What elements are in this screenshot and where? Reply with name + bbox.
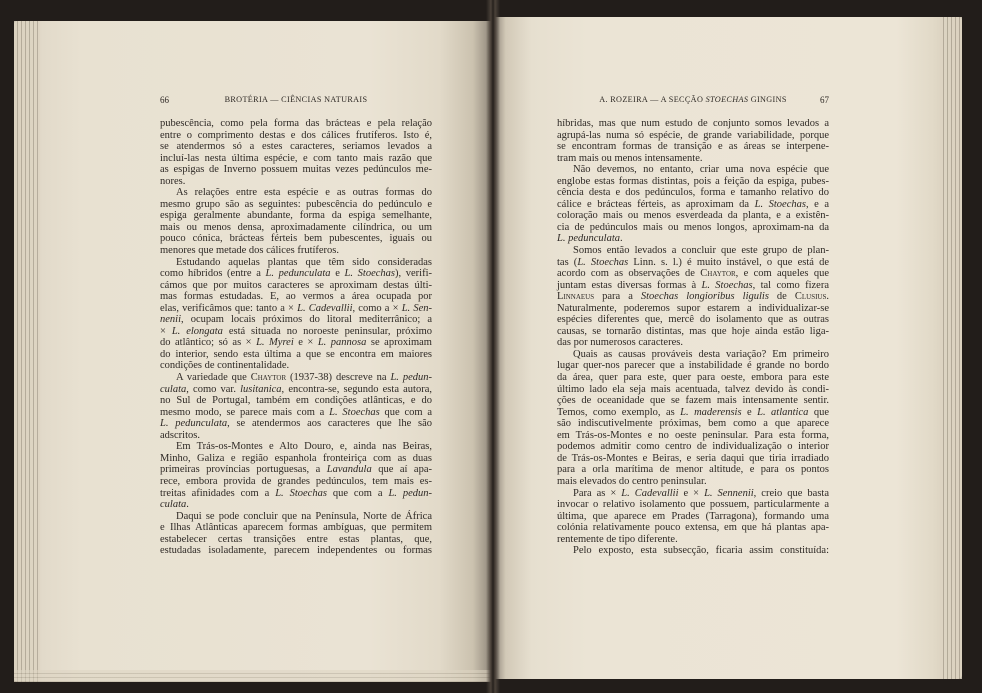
italic-text: L. elongata (171, 325, 223, 337)
text-line (160, 534, 432, 546)
text-run: coloração mais ou menos esverdeada da planta, e a existên- (557, 210, 829, 222)
text-line (160, 407, 432, 419)
text-run: cámos que por muitos caracteres se aproximam destas últi- (160, 279, 432, 291)
text-line (557, 176, 829, 188)
text-run: nores. (160, 175, 186, 187)
text-run: e Ilhas Atlânticas aparecem formas ambíguas, que permitem (160, 522, 432, 534)
italic-text: L. Cadevallii (621, 487, 679, 499)
text-run: , como var. (186, 383, 241, 395)
right-page-body (557, 118, 829, 557)
text-line (557, 384, 829, 396)
text-run: se encontram formas de transição e as áreas se interpene- (557, 141, 829, 153)
text-line (160, 372, 432, 384)
text-line (160, 199, 432, 211)
italic-text: L. pedunculata (265, 268, 331, 280)
text-run: primeiras províncias portuguesas, a (160, 464, 327, 476)
text-line (160, 280, 432, 292)
text-line (160, 118, 432, 130)
italic-text: L. Sennenii (704, 487, 754, 499)
text-line (557, 268, 829, 280)
text-run: cia de pedúnculos mais ou menos longos, aproximam-na da (557, 221, 829, 233)
text-run: , ocupam locais próximos do litoral mediterrânico; a (181, 314, 432, 326)
text-run: Estudando aquelas plantas que têm sido consideradas (176, 256, 432, 268)
text-run: híbridas, mas que num estudo de conjunto somos levados a (557, 118, 829, 129)
text-run: e × (678, 487, 705, 499)
text-run: ções de oceanidade que se fazem mais intensamente sentir. (557, 395, 829, 407)
page-edge-stack (14, 21, 40, 682)
text-run: agrupá-las numa só espécie, de grande variabilidade, porque (557, 129, 829, 141)
text-run: Em Trás-os-Montes e Alto Douro, e, ainda nas Beiras, (176, 441, 432, 453)
italic-text: nenii (160, 314, 181, 326)
text-line (160, 511, 432, 523)
text-run: se atendermos só a estes caracteres, seriamos levados a (160, 141, 432, 153)
text-run: , tal como fizera (752, 279, 830, 291)
text-run: e × (293, 337, 318, 349)
text-run: invocar o relativo isolamento que possuem, particularmente a (557, 499, 829, 511)
text-run: condições de continentalidade. (160, 360, 290, 372)
text-line (160, 499, 432, 511)
italic-text: L. Cadevallii (297, 302, 353, 314)
text-run: que com a (379, 406, 433, 418)
text-line (160, 476, 432, 488)
text-line (557, 164, 829, 176)
paragraph (557, 118, 829, 164)
book-gutter (486, 0, 500, 693)
text-line (160, 453, 432, 465)
text-line (557, 326, 829, 338)
paragraph (557, 349, 829, 488)
paragraph (160, 441, 432, 510)
right-running-head (557, 94, 829, 106)
page-edge-stack (940, 17, 962, 679)
text-line (160, 303, 432, 315)
italic-text: L. pedun- (390, 372, 432, 384)
text-line (557, 245, 829, 257)
text-line (557, 464, 829, 476)
text-line (160, 430, 432, 442)
paragraph (557, 488, 829, 546)
text-line (557, 303, 829, 315)
text-line (160, 268, 432, 280)
text-line (557, 257, 829, 269)
small-caps-text: Chaytor (700, 268, 736, 280)
text-run: incluí-las nesta última espécie, e com tanto mais razão que (160, 152, 432, 164)
italic-text: L. Stoechas (275, 487, 327, 499)
text-run: e (741, 406, 758, 418)
right-page-number: 67 (820, 95, 829, 105)
text-run: Pelo exposto, esta subsecção, ficaria assim constituída: (573, 545, 829, 557)
text-run: última, que aparece em Prades (Tarragona), formando uma (557, 510, 829, 522)
italic-text: L. Myrei (256, 337, 294, 349)
text-line (557, 545, 829, 557)
text-run: está situada no noroeste peninsular, próximo (222, 325, 432, 337)
text-run: (1937-38) descreve na (286, 372, 391, 384)
text-line (160, 545, 432, 557)
text-run: podemos admitir como centro de individualização o interior (557, 441, 829, 453)
text-run: cálice e brácteas férteis, as aproximam da (557, 198, 755, 210)
text-line (160, 222, 432, 234)
italic-text: L. Stoechas (344, 268, 395, 280)
small-caps-text: Clusius (794, 291, 827, 303)
text-run: englobe estas formas distintas, pois a feição da espiga, pubes- (557, 175, 829, 187)
text-line (557, 233, 829, 245)
text-line (160, 164, 432, 176)
text-run: do interior, sendo esta última a que se encontra em maiores (160, 348, 432, 360)
italic-text: L. pedun- (388, 487, 433, 499)
text-line (557, 141, 829, 153)
text-run: mais ou menos densa, aproximadamente cilíndrica, ou um (160, 221, 432, 233)
text-line (557, 395, 829, 407)
italic-text: L. atlantica (757, 406, 809, 418)
text-run: rece, embora provida de grandes pedúnculos, tem mais es- (160, 475, 432, 487)
italic-text: Stoechas longioribus ligulis (640, 291, 769, 303)
text-run: pouco cónica, brácteas férteis bem pubescentes, iguais ou (160, 233, 432, 245)
italic-text: lusitanica (240, 383, 282, 395)
text-run: elas, verificâmos que: tanto a × (160, 302, 298, 314)
text-run: Naturalmente, poderemos supor estarem a individualizar-se (557, 302, 829, 314)
text-line (160, 176, 432, 188)
paragraph (557, 164, 829, 245)
text-run: cência desta e dos pedúnculos, forma e tamanho relativo do (557, 187, 829, 199)
text-run: como híbridos (entre a (160, 268, 266, 280)
italic-text: Lavandula (326, 464, 372, 476)
text-run: A. ROZEIRA — A SECÇÃO (599, 95, 706, 104)
text-run: em Trás-os-Montes e no oeste peninsular. Para esta forma, (557, 429, 829, 441)
text-line (160, 153, 432, 165)
text-run: e (330, 268, 345, 280)
text-run: pubescência, como pela forma das brácteas e pela relação (160, 118, 432, 129)
text-run: que (808, 406, 830, 418)
text-run: juntam estas diversas formas à (557, 279, 702, 291)
small-caps-text: Chaytor (250, 372, 287, 384)
text-line (160, 130, 432, 142)
text-line (557, 499, 829, 511)
text-line (160, 384, 432, 396)
italic-text: L. Stoechas (577, 256, 629, 268)
text-run: adscritos. (160, 429, 200, 441)
italic-text: L. maderensis (680, 406, 742, 418)
text-run: tas ( (557, 256, 578, 268)
text-line (557, 407, 829, 419)
text-run: espécies diferentes que, mercê do isolamento que as outras (557, 314, 829, 326)
text-line (160, 360, 432, 372)
text-run: entre o comprimento destas e dos cálices frutíferos. Isto é, (160, 129, 432, 141)
text-line (160, 291, 432, 303)
text-run: no Sul de Portugal, também em condições atlânticas, e do (160, 395, 432, 407)
text-line (160, 210, 432, 222)
paragraph (160, 257, 432, 372)
text-run: lugar quer-nos parecer que a instabilidade é grande no bordo (557, 360, 829, 372)
text-run: se aproximam (366, 337, 432, 349)
paragraph (160, 187, 432, 256)
text-run: GINGINS (748, 95, 787, 104)
text-run: mesmo grupo são as seguintes: pubescência do pedúnculo e (160, 198, 432, 210)
paragraph (160, 118, 432, 187)
italic-text: L. Stoechas (329, 406, 380, 418)
text-run: Minho, Galiza e região espanhola fronteiriça com as duas (160, 452, 432, 464)
text-line (557, 476, 829, 488)
text-line (557, 222, 829, 234)
text-line (160, 337, 432, 349)
text-line (160, 441, 432, 453)
text-run: Daqui se pode concluir que na Península, Norte de África (176, 510, 432, 522)
text-line (557, 488, 829, 500)
text-run: de Trás-os-Montes e Beiras, e seria daqui que tiria irradiado (557, 452, 829, 464)
text-run: mais elevados do centro peninsular. (557, 475, 707, 487)
text-run: Quais as causas prováveis desta variação? Em primeiro (573, 348, 829, 360)
text-run: . (186, 499, 189, 511)
text-line (557, 314, 829, 326)
text-run: causas, se tornarão distintas, mas que hoje ainda estão liga- (557, 325, 829, 337)
text-run: das por numerosos caracteres. (557, 337, 683, 349)
paragraph (557, 245, 829, 349)
italic-text: L. pedunculata (160, 418, 228, 430)
small-caps-text: Linnaeus (557, 291, 595, 303)
text-line (160, 314, 432, 326)
text-line (557, 418, 829, 430)
text-run: As relações entre esta espécie e as outras formas do (176, 187, 432, 199)
text-run: Temos, como exemplo, as (557, 406, 681, 418)
text-line (160, 187, 432, 199)
text-line (557, 280, 829, 292)
italic-text: STOECHAS (705, 95, 749, 104)
text-line (557, 522, 829, 534)
text-line (160, 257, 432, 269)
text-line (160, 326, 432, 338)
text-run: BROTÉRIA — CIÊNCIAS NATURAIS (224, 95, 368, 104)
text-run: treitas afinidades com a (160, 487, 276, 499)
text-run: que com a (326, 487, 389, 499)
text-run: para a orla marítima de menor altitude, e para os pontos (557, 464, 829, 476)
left-page-body (160, 118, 432, 557)
text-run: Para as × (573, 487, 622, 499)
text-run: , creio que basta (753, 487, 829, 499)
text-line (160, 522, 432, 534)
text-run: para a (594, 291, 641, 303)
text-run: menores que metade dos cálices frutíferos. (160, 245, 340, 257)
text-run: estudadas isoladamente, parecem independentes ou formas (160, 545, 432, 557)
text-run: , e a (805, 198, 829, 210)
text-run: mesmo modo, se parece mais com a (160, 406, 330, 418)
text-run: último lado ela seja mais acentuada, talvez devido às condi- (557, 383, 829, 395)
text-run: . (826, 291, 829, 303)
text-line (557, 534, 829, 546)
text-line (557, 153, 829, 165)
paragraph (160, 511, 432, 557)
text-line (557, 291, 829, 303)
text-line (557, 360, 829, 372)
text-line (557, 118, 829, 130)
text-line (557, 349, 829, 361)
text-line (160, 233, 432, 245)
text-line (557, 453, 829, 465)
text-run: rentemente de tipo diferente. (557, 533, 678, 545)
text-run: × (160, 325, 172, 337)
paragraph (557, 545, 829, 557)
text-run: , encontra-se, segundo esta autora, (281, 383, 432, 395)
text-line (160, 349, 432, 361)
italic-text: L. Sen- (401, 302, 432, 314)
text-run: tram mais ou menos intensamente. (557, 152, 703, 164)
text-line (160, 488, 432, 500)
text-run: A variedade que (176, 372, 251, 384)
text-run: da área, quer para este, quer para oeste, embora para este (557, 372, 829, 384)
paragraph (160, 372, 432, 441)
text-line (160, 141, 432, 153)
text-line (160, 418, 432, 430)
text-run: estabelecer certas transições entre estas plantas, que, (160, 533, 432, 545)
text-run: . (620, 233, 623, 245)
text-line (557, 130, 829, 142)
text-run: espiga geralmente abundante, forma da espiga semelhante, (160, 210, 432, 222)
text-run: acordo com as observações de (557, 268, 701, 280)
text-run: Linn. s. l.) é muito instável, o que está de (628, 256, 829, 268)
italic-text: L. Stoechas (754, 198, 806, 210)
left-running-head (160, 94, 432, 106)
left-page-number: 66 (160, 95, 169, 105)
text-line (160, 395, 432, 407)
text-run: que aí apa- (371, 464, 432, 476)
text-run: ), verifi- (394, 268, 432, 280)
text-run: , como a × (352, 302, 402, 314)
text-run: Não devemos, no entanto, criar uma nova espécie que (573, 164, 829, 176)
text-line (557, 187, 829, 199)
text-line (557, 199, 829, 211)
text-run: Somos então levados a concluir que este grupo de plan- (573, 245, 829, 257)
text-line (160, 245, 432, 257)
text-run: as espigas de Inverno possuem muitas vezes pedúnculos me- (160, 164, 432, 176)
text-run: são indiscutivelmente próximas, bem como a que aparece (557, 418, 829, 430)
text-line (557, 511, 829, 523)
text-line (160, 464, 432, 476)
italic-text: culata (160, 383, 187, 395)
text-run: mas formas estudadas. E, ao vermos a área ocupada por (160, 291, 432, 303)
page-bottom-edge-stack (14, 670, 492, 682)
italic-text: culata (160, 499, 187, 511)
text-run: do atlântico; só as × (160, 337, 257, 349)
italic-text: L. Stoechas (701, 279, 753, 291)
text-line (557, 441, 829, 453)
text-run: de (768, 291, 795, 303)
text-run: , e com aqueles que (735, 268, 829, 280)
text-run: colónia relativamente pouco extensa, em que há plantas apa- (557, 522, 829, 534)
text-line (557, 372, 829, 384)
italic-text: L. pedunculata (557, 233, 620, 245)
italic-text: L. pannosa (317, 337, 367, 349)
text-line (557, 430, 829, 442)
text-run: , se atendermos aos caracteres que lhe são (227, 418, 432, 430)
text-line (557, 210, 829, 222)
text-line (557, 337, 829, 349)
